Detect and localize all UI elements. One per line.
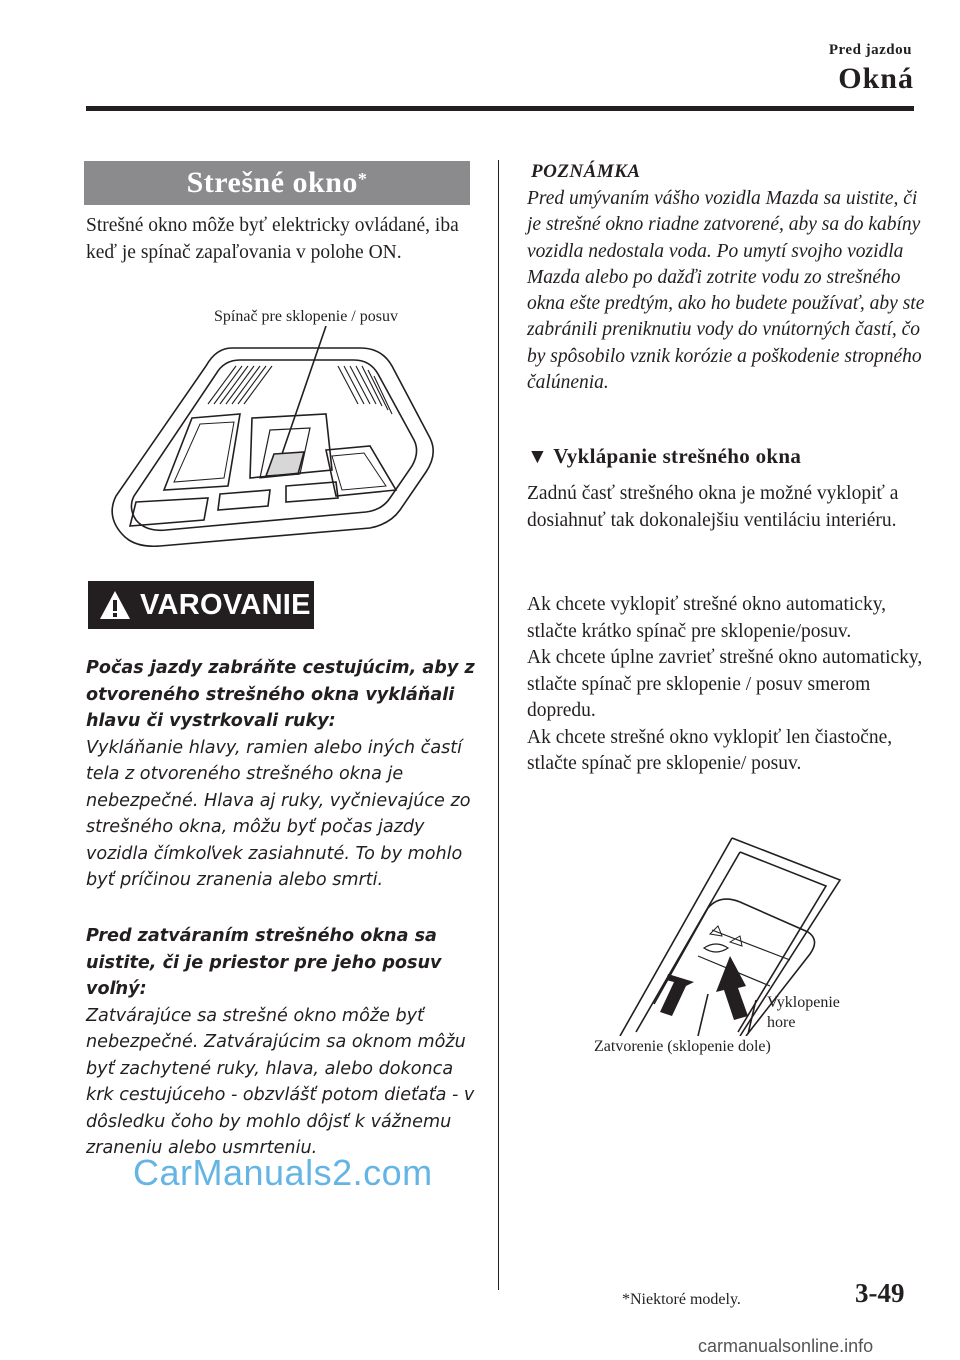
warning-p2-heading: Pred zatváraním strešného okna sa uistite, či je priestor pre jeho posuv voľný: (86, 926, 442, 999)
section-title-bar (84, 161, 470, 205)
instruction-tilt-up: Ak chcete vyklopiť strešné okno automaticky, stlačte krátko spínač pre sklopenie/posuv. (527, 594, 887, 642)
warning-p1-text: Vykláňanie hlavy, ramien alebo iných častí tela z otvoreného strešného okna je nebezpečné. Hlava aj ruky, vyčnievajúce zo strešného okna, môžu byť počas jazdy vozidla čímkoľvek zasiahnuté. To by mohlo byť príčinou zranenia alebo smrti. (86, 737, 471, 890)
section-asterisk: * (357, 169, 368, 189)
site-watermark: carmanualsonline.info (698, 1336, 874, 1356)
warning-paragraph-2 (86, 923, 486, 1162)
subsection-heading (527, 444, 801, 469)
triangle-down-icon: ▼ (527, 444, 549, 468)
warning-label: VAROVANIE (140, 589, 311, 621)
warning-paragraph-1 (86, 655, 486, 894)
callout-close: Zatvorenie (sklopenie dole) (594, 1038, 771, 1055)
subsection-paragraph-2 (527, 592, 927, 778)
subsection-paragraph-1: Zadnú časť strešného okna je možné vyklopiť a dosiahnuť tak dokonalejšiu ventiláciu interiéru. (527, 483, 899, 531)
intro-paragraph: Strešné okno môže byť elektricky ovládané, iba keď je spínač zapaľovania v polohe ON. (86, 215, 459, 263)
callout-tilt-up-line2: hore (767, 1014, 796, 1031)
callout-tilt-up-line1: Vyklopenie (767, 994, 840, 1011)
header-section: Pred jazdou (828, 42, 912, 58)
header-rule (86, 106, 914, 111)
warning-triangle-icon (98, 589, 132, 621)
page-title: Okná (838, 62, 914, 95)
instruction-close: Ak chcete úplne zavrieť strešné okno automaticky, stlačte spínač pre sklopenie / posuv smerom dopredu. (527, 647, 923, 721)
instruction-partial: Ak chcete strešné okno vyklopiť len čiastočne, stlačte spínač pre sklopenie/ posuv. (527, 726, 893, 774)
figure1-callout: Spínač pre sklopenie / posuv (214, 308, 398, 325)
page-number: 3-49 (855, 1278, 905, 1308)
watermark: CarManuals2.com (133, 1152, 433, 1193)
note-body: Pred umývaním vášho vozidla Mazda sa uistite, či je strešné okno riadne zatvorené, aby sa do kabíny vozidla nedostala voda. Po umytí svojho vozidla Mazda alebo po dažďi zotrite vodu zo strešného okna ešte predtým, ako ho budete používať, aby ste zabránili preniknutiu vody do vnútorných častí, čo by spôsobilo vznik korózie a poškodenie stropného čalúnenia. (527, 188, 925, 394)
subsection-title: Vyklápanie strešného okna (553, 444, 802, 468)
warning-p1-heading: Počas jazdy zabráňte cestujúcim, aby z otvoreného strešného okna vykláňali hlavu či vystrkovali ruky: (86, 658, 475, 731)
overhead-console-figure (100, 326, 480, 566)
column-divider (498, 160, 499, 1290)
warning-box (88, 581, 314, 629)
note-title: POZNÁMKA (531, 161, 641, 182)
section-title: Strešné okno (186, 166, 358, 199)
footnote: *Niektoré modely. (622, 1291, 741, 1308)
warning-p2-text: Zatvárajúce sa strešné okno môže byť nebezpečné. Zatvárajúcim sa oknom môžu byť zachytené ruky, hlava, alebo dokonca krk cestujúceho - obzvlášť potom dieťaťa - v dôsledku čoho by mohlo dôjsť k vážnemu zraneniu alebo usmrteniu. (86, 1005, 475, 1158)
